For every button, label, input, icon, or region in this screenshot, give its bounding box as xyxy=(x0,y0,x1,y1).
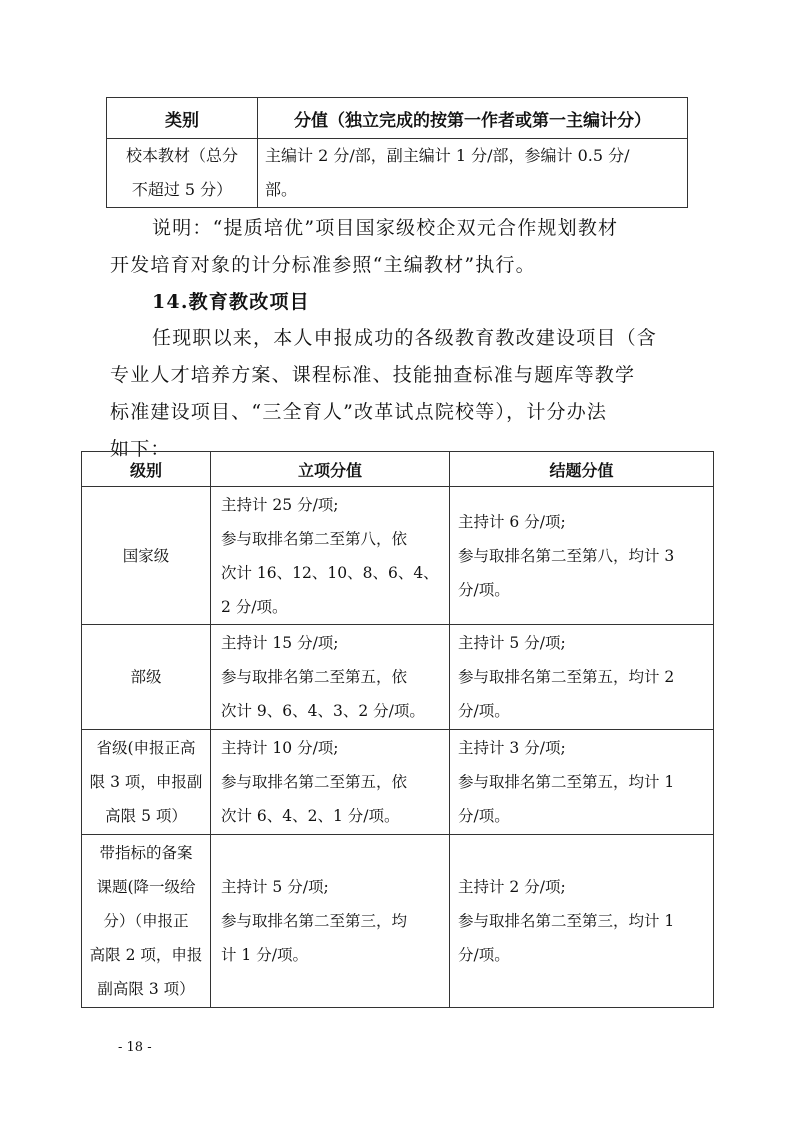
header-level: 级别 xyxy=(82,452,211,487)
cell-line: 主持计 5 分/项; xyxy=(458,634,566,652)
text-line: 任现职以来，本人申报成功的各级教育教改建设项目（含 xyxy=(152,327,658,349)
approval-cell xyxy=(211,730,450,835)
cell-line: 校本教材（总分 xyxy=(125,146,238,165)
cell-line: 参与取排名第二至第三，均 xyxy=(221,912,408,930)
cell-line: 限 3 项，申报副 xyxy=(89,773,203,791)
table-row xyxy=(82,487,714,625)
header-completion-score: 结题分值 xyxy=(450,452,714,487)
cell-line: 参与取排名第二至第八，均计 3 xyxy=(458,546,675,565)
cell-line: 分/项。 xyxy=(458,702,510,720)
cell-line: 计 1 分/项。 xyxy=(221,946,308,964)
category-cell xyxy=(107,139,258,208)
text-line: 专业人才培养方案、课程标准、技能抽查标准与题库等教学 xyxy=(110,364,636,386)
cell-line: 次计 16、12、10、8、6、4、 xyxy=(221,563,439,582)
table-row xyxy=(107,139,688,208)
heading-text: 14.教育教改项目 xyxy=(152,291,310,313)
textbook-score-table xyxy=(106,97,688,208)
cell-line: 分/项。 xyxy=(458,807,510,825)
cell-line: 分/项。 xyxy=(458,946,510,964)
cell-line: 分）（申报正 xyxy=(103,912,189,930)
approval-cell xyxy=(211,835,450,1008)
cell-line: 带指标的备案 xyxy=(99,844,193,862)
cell-line: 主持计 6 分/项; xyxy=(458,512,566,531)
text-line: 标准建设项目、“三全育人”改革试点院校等），计分办法 xyxy=(110,401,608,423)
text-line: 开发培育对象的计分标准参照“主编教材”执行。 xyxy=(110,254,536,276)
cell-line: 参与取排名第二至第五，均计 1 xyxy=(458,773,675,791)
cell-line: 课题(降一级给 xyxy=(96,878,196,896)
score-cell xyxy=(258,139,688,208)
intro-paragraph xyxy=(110,320,690,468)
cell-line: 次计 9、6、4、3、2 分/项。 xyxy=(221,702,425,720)
approval-cell xyxy=(211,487,450,625)
level-cell xyxy=(82,625,211,730)
completion-cell xyxy=(450,730,714,835)
section-heading xyxy=(110,284,690,321)
cell-line: 省级(申报正高 xyxy=(96,739,196,757)
completion-cell xyxy=(450,835,714,1008)
approval-cell xyxy=(211,625,450,730)
cell-line: 次计 6、4、2、1 分/项。 xyxy=(221,807,400,825)
cell-line: 主持计 5 分/项; xyxy=(221,878,329,896)
cell-line: 国家级 xyxy=(122,546,170,565)
level-cell xyxy=(82,487,211,625)
reform-project-score-table xyxy=(81,451,714,1008)
cell-line: 参与取排名第二至第八，依 xyxy=(221,529,408,548)
cell-line: 主持计 10 分/项; xyxy=(221,739,339,757)
cell-line: 不超过 5 分） xyxy=(131,180,233,199)
note-paragraph xyxy=(110,210,690,284)
completion-cell xyxy=(450,487,714,625)
cell-line: 参与取排名第二至第五，均计 2 xyxy=(458,668,675,686)
cell-line: 参与取排名第二至第三，均计 1 xyxy=(458,912,675,930)
cell-line: 主持计 25 分/项; xyxy=(221,495,339,514)
text-line: 如下： xyxy=(110,438,171,460)
header-score: 分值（独立完成的按第一作者或第一主编计分） xyxy=(258,98,688,139)
text-line: 说明：“提质培优”项目国家级校企双元合作规划教材 xyxy=(152,217,619,239)
cell-line: 主持计 3 分/项; xyxy=(458,739,566,757)
header-approval-score: 立项分值 xyxy=(211,452,450,487)
table-row xyxy=(82,730,714,835)
table-header-row xyxy=(107,98,688,139)
header-category: 类别 xyxy=(107,98,258,139)
cell-line: 高限 2 项，申报 xyxy=(89,946,203,964)
completion-cell xyxy=(450,625,714,730)
level-cell xyxy=(82,835,211,1008)
cell-line: 主持计 15 分/项; xyxy=(221,634,339,652)
cell-line: 分/项。 xyxy=(458,580,510,599)
cell-line: 主编计 2 分/部，副主编计 1 分/部，参编计 0.5 分/ xyxy=(265,146,630,165)
page-number: - 18 - xyxy=(118,1040,152,1055)
table-header-row xyxy=(82,452,714,487)
cell-line: 2 分/项。 xyxy=(221,597,288,616)
table-row xyxy=(82,625,714,730)
cell-line: 参与取排名第二至第五，依 xyxy=(221,773,408,791)
cell-line: 副高限 3 项） xyxy=(97,980,195,998)
level-cell xyxy=(82,730,211,835)
cell-line: 高限 5 项） xyxy=(105,807,187,825)
cell-line: 部级 xyxy=(130,668,162,686)
cell-line: 参与取排名第二至第五，依 xyxy=(221,668,408,686)
cell-line: 部。 xyxy=(265,180,298,199)
cell-line: 主持计 2 分/项; xyxy=(458,878,566,896)
table-row xyxy=(82,835,714,1008)
